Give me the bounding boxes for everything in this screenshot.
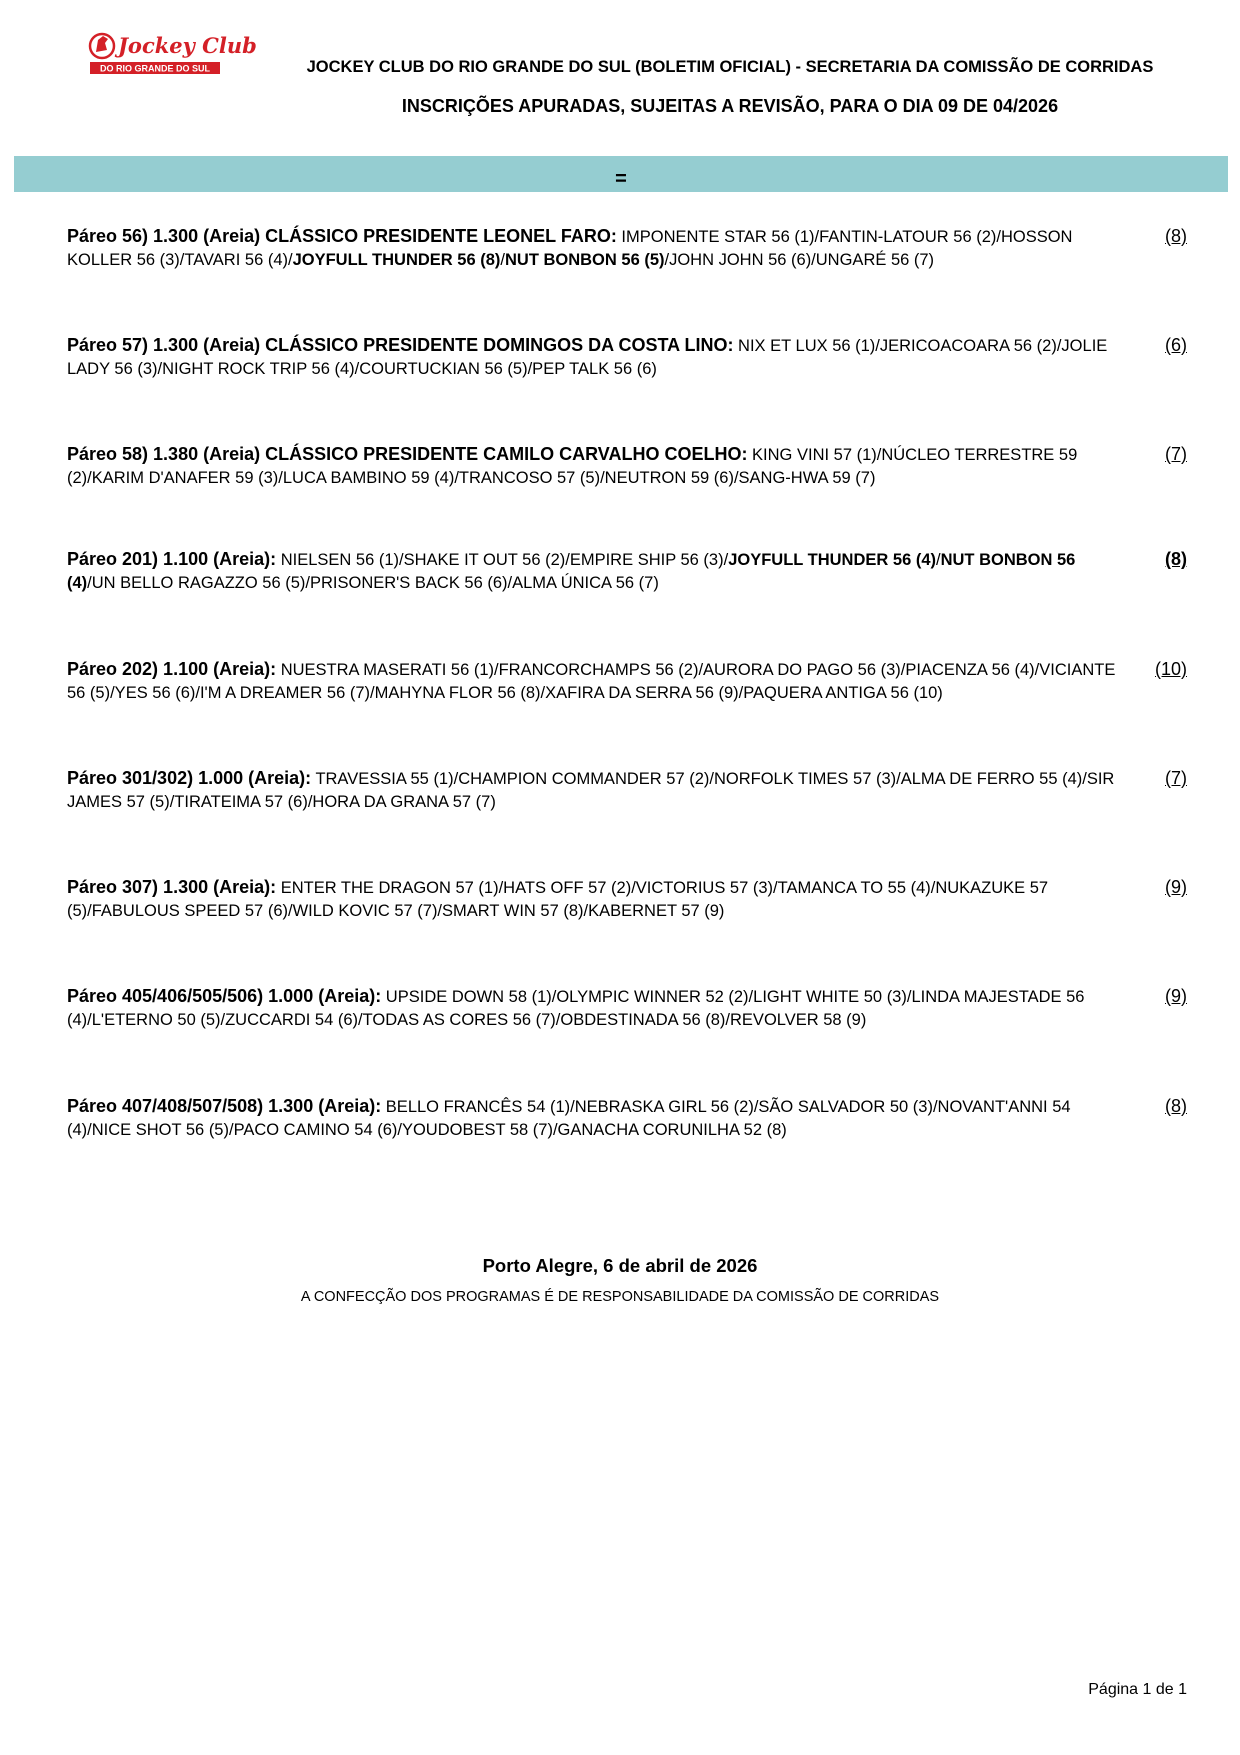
race-entry [67, 876, 1187, 936]
runner-count: (7) [1165, 444, 1187, 464]
race-title: Páreo 201) 1.100 (Areia): [67, 549, 277, 569]
race-title: Páreo 407/408/507/508) 1.300 (Areia): [67, 1096, 382, 1116]
section-band: = [14, 156, 1228, 192]
race-entry [67, 767, 1187, 827]
horse-entry-highlight: JOYFULL THUNDER 56 (8) [292, 251, 501, 269]
logo-text-top: Jockey Club [118, 33, 257, 58]
horse-entries: /UN BELLO RAGAZZO 56 (5)/PRISONER'S BACK 56 (6)/ALMA ÚNICA 56 (7) [87, 574, 659, 592]
race-text [67, 225, 1117, 272]
horse-entries: ENTER THE DRAGON 57 (1)/HATS OFF 57 (2)/VICTORIUS 57 (3)/TAMANCA TO 55 (4)/NUKAZUKE 57 (5)/FABULOUS SPEED 57 (6)/WILD KOVIC 57 (7)/SMART WIN 57 (8)/KABERNET 57 (9) [67, 879, 1049, 920]
race-text [67, 658, 1117, 705]
horse-entries: TRAVESSIA 55 (1)/CHAMPION COMMANDER 57 (2)/NORFOLK TIMES 57 (3)/ALMA DE FERRO 55 (4)/SIR JAMES 57 (5)/TIRATEIMA 57 (6)/HORA DA GRANA 57 (7) [67, 770, 1115, 811]
runner-count: (10) [1154, 659, 1187, 679]
place-date: Porto Alegre, 6 de abril de 2026 [482, 1255, 758, 1276]
horse-entry-highlight: NUT BONBON 56 (4) [67, 551, 1076, 592]
bulletin-header: JOCKEY CLUB DO RIO GRANDE DO SUL (BOLETIM OFICIAL) - SECRETARIA DA COMISSÃO DE CORRIDAS [306, 58, 1154, 76]
horse-entry-highlight: NUT BONBON 56 (5) [504, 251, 665, 269]
horse-entries: NUESTRA MASERATI 56 (1)/FRANCORCHAMPS 56 (2)/AURORA DO PAGO 56 (3)/PIACENZA 56 (4)/VICIANTE 56 (5)/YES 56 (6)/I'M A DREAMER 56 (7)/MAHYNA FLOR 56 (8)/XAFIRA DA SERRA 56 (9)/PAQUERA ANTIGA 56 (10) [67, 661, 1116, 702]
race-text [67, 767, 1117, 814]
race-title: Páreo 301/302) 1.000 (Areia): [67, 768, 312, 788]
race-title: Páreo 307) 1.300 (Areia): [67, 877, 277, 897]
race-title: Páreo 202) 1.100 (Areia): [67, 659, 277, 679]
race-entry [67, 334, 1187, 394]
logo-text-bottom: DO RIO GRANDE DO SUL [99, 63, 211, 74]
responsibility-note: A CONFECÇÃO DOS PROGRAMAS É DE RESPONSABILIDADE DA COMISSÃO DE CORRIDAS [300, 1289, 940, 1305]
race-entry [67, 548, 1187, 608]
runner-count: (8) [1165, 226, 1187, 246]
horse-entries: KING VINI 57 (1)/NÚCLEO TERRESTRE 59 (2)/KARIM D'ANAFER 59 (3)/LUCA BAMBINO 59 (4)/TRANCOSO 57 (5)/NEUTRON 59 (6)/SANG-HWA 59 (7) [67, 446, 1078, 487]
race-title: Páreo 56) 1.300 (Areia) CLÁSSICO PRESIDENTE LEONEL FARO: [67, 226, 617, 246]
horse-entries: BELLO FRANCÊS 54 (1)/NEBRASKA GIRL 56 (2)/SÃO SALVADOR 50 (3)/NOVANT'ANNI 54 (4)/NICE SHOT 56 (5)/PACO CAMINO 54 (6)/YOUDOBEST 58 (7)/GANACHA CORUNILHA 52 (8) [67, 1098, 1071, 1139]
horse-entries: NIELSEN 56 (1)/SHAKE IT OUT 56 (2)/EMPIRE SHIP 56 (3)/ [276, 551, 729, 569]
race-text [67, 334, 1117, 381]
jockey-club-logo [88, 26, 257, 78]
horse-entry-highlight: JOYFULL THUNDER 56 (4) [728, 551, 936, 569]
race-entry [67, 443, 1187, 503]
race-text [67, 1095, 1117, 1142]
race-text [67, 876, 1117, 923]
horse-entries: /JOHN JOHN 56 (6)/UNGARÉ 56 (7) [664, 251, 935, 269]
runner-count: (8) [1165, 1096, 1187, 1116]
race-title: Páreo 58) 1.380 (Areia) CLÁSSICO PRESIDENTE CAMILO CARVALHO COELHO: [67, 444, 748, 464]
race-title: Páreo 57) 1.300 (Areia) CLÁSSICO PRESIDENTE DOMINGOS DA COSTA LINO: [67, 335, 734, 355]
race-text [67, 443, 1117, 490]
race-text [67, 985, 1117, 1032]
runner-count: (7) [1165, 768, 1187, 788]
runner-count: (6) [1165, 335, 1187, 355]
page-number: Página 1 de 1 [1088, 1681, 1187, 1698]
race-entry [67, 658, 1187, 718]
runner-count: (9) [1165, 986, 1187, 1006]
horse-entries: UPSIDE DOWN 58 (1)/OLYMPIC WINNER 52 (2)/LIGHT WHITE 50 (3)/LINDA MAJESTADE 56 (4)/L'ETERNO 50 (5)/ZUCCARDI 54 (6)/TODAS AS CORES 56 (7)/OBDESTINADA 56 (8)/REVOLVER 58 (9) [67, 988, 1085, 1029]
race-entry [67, 985, 1187, 1045]
runner-count: (9) [1165, 877, 1187, 897]
horse-entries: / [936, 551, 941, 569]
race-entry [67, 225, 1187, 285]
horse-entries: IMPONENTE STAR 56 (1)/FANTIN-LATOUR 56 (2)/HOSSON KOLLER 56 (3)/TAVARI 56 (4)/ [67, 228, 1073, 269]
horse-entries: / [500, 251, 505, 269]
runner-count: (8) [1165, 549, 1187, 569]
race-text [67, 548, 1117, 595]
race-entry [67, 1095, 1187, 1155]
horse-entries: NIX ET LUX 56 (1)/JERICOACOARA 56 (2)/JOLIE LADY 56 (3)/NIGHT ROCK TRIP 56 (4)/COURTUCKIAN 56 (5)/PEP TALK 56 (6) [67, 337, 1108, 378]
page-title: INSCRIÇÕES APURADAS, SUJEITAS A REVISÃO, PARA O DIA 09 DE 04/2026 [401, 96, 1059, 116]
race-title: Páreo 405/406/505/506) 1.000 (Areia): [67, 986, 382, 1006]
